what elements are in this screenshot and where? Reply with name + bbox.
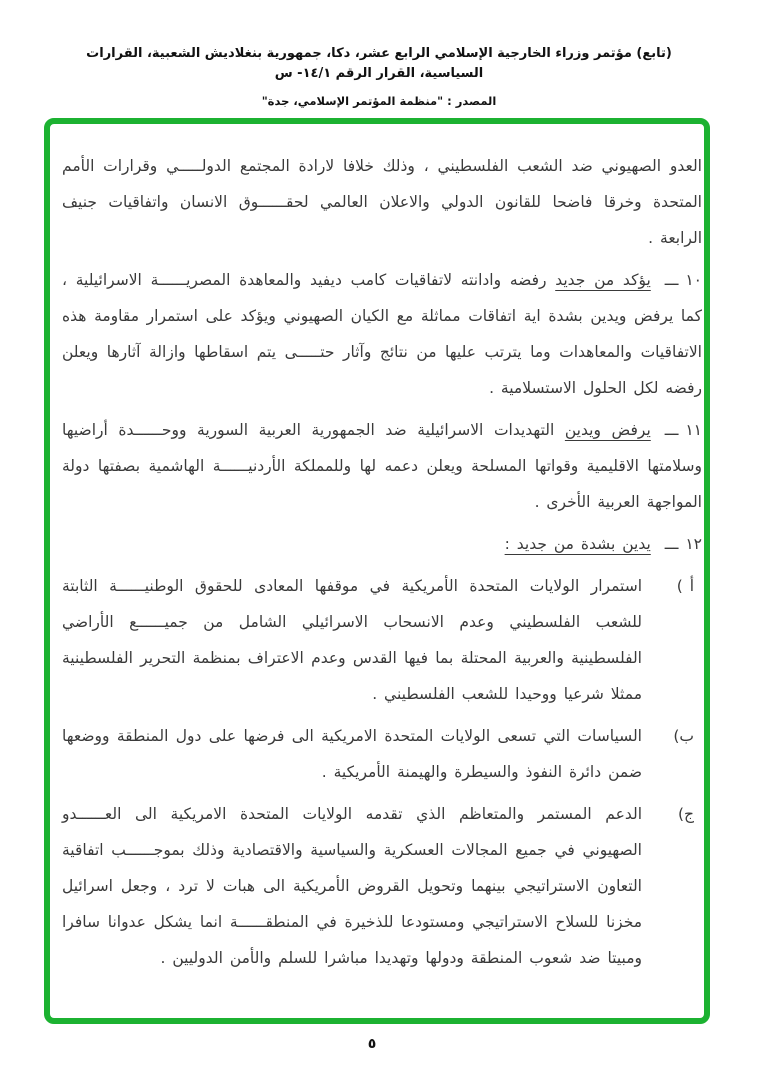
item-text: التهديدات الاسرائيلية ضد الجمهورية العربية السورية ووحــــــدة أراضيها وسلامتها الاقليمية وقواتها المسلحة ويعلن دعمه لها وللمملكة الأردنيــــــة الهاشمية بصفتها دولة المواجهة العربية الأخرى .: [62, 421, 702, 511]
sub-item-text: الدعم المستمر والمتعاظم الذي تقدمه الولايات المتحدة الامريكية الى العــــــدو الصهيوني في جميع المجالات العسكرية والسياسية والاقتصادية وذلك بموجــــــب اتفاقية التعاون الاستراتيجي بينهما وتحويل القروض الأمريكية الى هبات لا ترد ، وجعل اسرائيل مخزنا للسلاح الاستراتيجي ومستودعا للذخيرة في المنطقــــــة انما يشكل عدوانا سافرا ومبيتا ضد شعوب المنطقة ودولها وتهديدا مباشرا للسلم والأمن الدوليين .: [62, 805, 642, 967]
header-citation: [0, 44, 758, 108]
resolution-item-12: [62, 526, 702, 562]
sub-item-a: [62, 568, 694, 712]
sub-item-letter: ب): [673, 727, 694, 745]
sub-item-c: [62, 796, 694, 976]
item-text: رفضه وادانته لاتفاقيات كامب ديفيد والمعاهدة المصريــــــة الاسرائيلية ، كما يرفض ويدين بشدة اية اتفاقات مماثلة مع الكيان الصهيوني ويؤكد على استمرار مقاومة هذه الاتفاقيات والمعاهدات وما يترتب عليها من نتائج وآثار حتـــــى يتم اسقاطها وازالة آثارها ويعلن رفضه لكل الحلول الاستسلامية .: [62, 271, 702, 397]
page-number: ٥: [367, 1036, 377, 1052]
citation-title: (تابع) مؤتمر وزراء الخارجية الإسلامي الرابع عشر، دكا، جمهورية بنغلاديش الشعبية، القرارات السياسية، القرار الرقم ١٤/١- س: [86, 46, 672, 81]
sub-item-letter: ج): [677, 805, 694, 823]
citation-source: المصدر : "منظمة المؤتمر الإسلامي، جدة": [261, 94, 497, 108]
continuation-paragraph: العدو الصهيوني ضد الشعب الفلسطيني ، وذلك خلافا لارادة المجتمع الدولـــــي وقرارات الأمم المتحدة وخرقا فاضحا للقانون الدولي والاعلان العالمي لحقــــــوق الانسان واتفاقيات جنيف الرابعة .: [62, 157, 702, 247]
sub-item-b: [62, 718, 694, 790]
item-lead-underlined: يدين بشدة من جديد :: [504, 535, 651, 553]
item-number: ١٢ ـــ: [664, 535, 702, 553]
item-lead-underlined: يؤكد من جديد: [555, 271, 651, 289]
sub-item-letter: أ ): [676, 577, 694, 595]
item-lead-underlined: يرفض ويدين: [564, 421, 651, 439]
resolution-item-10: [62, 262, 702, 406]
item-number: ١٠ ـــ: [664, 271, 702, 289]
resolution-item-11: [62, 412, 702, 520]
document-body: [62, 148, 702, 1008]
sub-item-text: استمرار الولايات المتحدة الأمريكية في موقفها المعادى للحقوق الوطنيــــــة الثابتة للشعب الفلسطيني وعدم الانسحاب الاسرائيلي الشامل من جميــــــع الأراضي الفلسطينية والعربية المحتلة بما فيها القدس وعدم الاعتراف بمنظمة التحرير الفلسطينية ممثلا شرعيا ووحيدا للشعب الفلسطيني .: [62, 577, 642, 703]
item-number: ١١ ـــ: [664, 421, 702, 439]
sub-item-text: السياسات التي تسعى الولايات المتحدة الامريكية الى فرضها على دول المنطقة ووضعها ضمن دائرة النفوذ والسيطرة والهيمنة الأمريكية .: [62, 727, 642, 781]
